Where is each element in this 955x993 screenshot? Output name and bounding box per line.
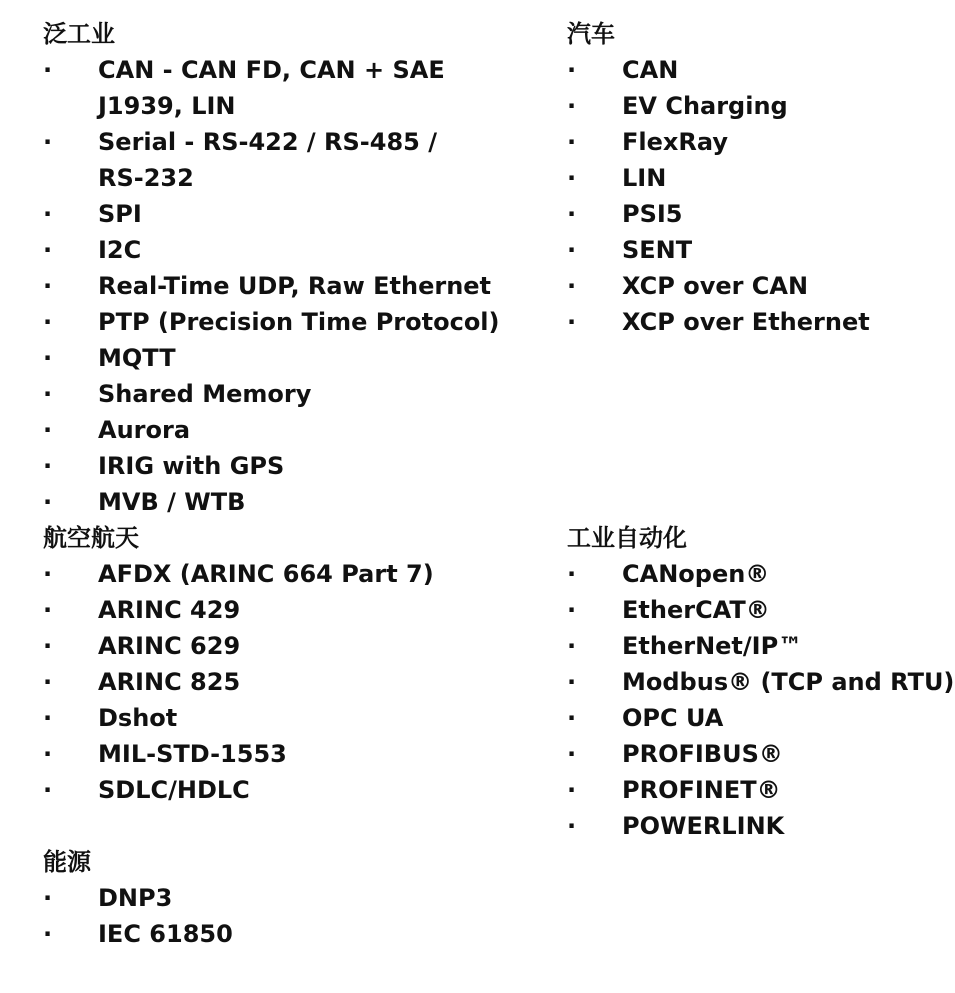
list-item xyxy=(43,52,468,124)
list-item xyxy=(567,700,952,736)
list-item xyxy=(567,52,947,88)
bullet-icon: · xyxy=(567,632,577,660)
bullet-icon: · xyxy=(567,56,577,84)
list-item-label: POWERLINK xyxy=(622,812,785,840)
protocol-list xyxy=(43,52,513,520)
list-item-label: SENT xyxy=(622,236,693,264)
bullet-icon: · xyxy=(567,812,577,840)
section-heading: 汽车 xyxy=(567,20,615,48)
list-item xyxy=(43,880,513,916)
list-item xyxy=(43,124,468,196)
list-item-label: Modbus® (TCP and RTU) xyxy=(622,668,955,696)
list-item xyxy=(567,664,955,700)
list-item xyxy=(567,160,947,196)
list-item xyxy=(43,376,513,412)
list-item-label: AFDX (ARINC 664 Part 7) xyxy=(98,560,434,588)
list-item-label: LIN xyxy=(622,164,667,192)
list-item-label: CANopen® xyxy=(622,560,770,588)
protocol-list xyxy=(567,556,955,844)
list-item xyxy=(43,736,513,772)
list-item xyxy=(43,772,513,808)
list-item-label: Dshot xyxy=(98,704,178,732)
list-item xyxy=(567,304,947,340)
list-item xyxy=(567,808,952,844)
list-item xyxy=(43,700,513,736)
protocol-list xyxy=(43,880,513,952)
list-item xyxy=(43,304,513,340)
list-item xyxy=(567,196,947,232)
list-item-label: ARINC 629 xyxy=(98,632,241,660)
bullet-icon: · xyxy=(567,200,577,228)
list-item-label: XCP over Ethernet xyxy=(622,308,870,336)
bullet-icon: · xyxy=(567,776,577,804)
list-item xyxy=(43,628,513,664)
bullet-icon: · xyxy=(43,344,53,372)
list-item-label: SPI xyxy=(98,200,142,228)
section-automotive xyxy=(567,16,947,340)
protocol-list xyxy=(567,52,947,340)
list-item xyxy=(567,736,952,772)
list-item-label: EV Charging xyxy=(622,92,788,120)
list-item xyxy=(43,448,513,484)
bullet-icon: · xyxy=(43,596,53,624)
bullet-icon: · xyxy=(43,56,53,84)
section-industrial-automation xyxy=(567,520,955,844)
section-aerospace xyxy=(43,520,513,808)
list-item-label: XCP over CAN xyxy=(622,272,809,300)
list-item xyxy=(567,628,952,664)
list-item-label: DNP3 xyxy=(98,884,173,912)
bullet-icon: · xyxy=(43,308,53,336)
bullet-icon: · xyxy=(43,380,53,408)
list-item xyxy=(43,232,513,268)
section-heading: 工业自动化 xyxy=(567,524,687,552)
list-item-label: MQTT xyxy=(98,344,176,372)
list-item-label: Aurora xyxy=(98,416,191,444)
list-item-label: SDLC/HDLC xyxy=(98,776,250,804)
bullet-icon: · xyxy=(567,668,577,696)
list-item xyxy=(43,412,513,448)
list-item xyxy=(567,592,952,628)
bullet-icon: · xyxy=(567,236,577,264)
section-energy xyxy=(43,844,513,952)
list-item xyxy=(43,268,513,304)
list-item-label: EtherCAT® xyxy=(622,596,770,624)
list-item-label: PTP (Precision Time Protocol) xyxy=(98,308,500,336)
list-item xyxy=(567,88,947,124)
bullet-icon: · xyxy=(43,236,53,264)
list-item xyxy=(567,556,952,592)
bullet-icon: · xyxy=(43,740,53,768)
list-item-label: PROFINET® xyxy=(622,776,781,804)
list-item xyxy=(43,484,513,520)
bullet-icon: · xyxy=(43,128,53,156)
list-item-label: PSI5 xyxy=(622,200,683,228)
bullet-icon: · xyxy=(567,92,577,120)
bullet-icon: · xyxy=(43,416,53,444)
bullet-icon: · xyxy=(43,776,53,804)
bullet-icon: · xyxy=(43,884,53,912)
bullet-icon: · xyxy=(567,128,577,156)
list-item-label: CAN xyxy=(622,56,679,84)
list-item-label: IRIG with GPS xyxy=(98,452,285,480)
bullet-icon: · xyxy=(43,920,53,948)
list-item-label: CAN - CAN FD, CAN + SAE J1939, LIN xyxy=(98,56,445,120)
list-item xyxy=(567,268,947,304)
bullet-icon: · xyxy=(43,668,53,696)
list-item xyxy=(43,340,513,376)
bullet-icon: · xyxy=(567,704,577,732)
list-item-label: FlexRay xyxy=(622,128,728,156)
bullet-icon: · xyxy=(43,272,53,300)
list-item-label: ARINC 825 xyxy=(98,668,241,696)
protocol-list xyxy=(43,556,513,808)
section-heading: 泛工业 xyxy=(43,20,115,48)
bullet-icon: · xyxy=(43,200,53,228)
section-heading: 航空航天 xyxy=(43,524,139,552)
list-item-label: Serial - RS-422 / RS-485 / RS-232 xyxy=(98,128,437,192)
list-item-label: Real-Time UDP, Raw Ethernet xyxy=(98,272,492,300)
bullet-icon: · xyxy=(43,632,53,660)
bullet-icon: · xyxy=(567,308,577,336)
list-item-label: MIL-STD-1553 xyxy=(98,740,287,768)
list-item-label: MVB / WTB xyxy=(98,488,246,516)
list-item xyxy=(567,124,947,160)
list-item-label: OPC UA xyxy=(622,704,724,732)
bullet-icon: · xyxy=(567,740,577,768)
list-item xyxy=(43,916,513,952)
list-item-label: Shared Memory xyxy=(98,380,312,408)
list-item xyxy=(567,772,952,808)
section-general-industry xyxy=(43,16,513,520)
bullet-icon: · xyxy=(43,488,53,516)
list-item xyxy=(567,232,947,268)
list-item xyxy=(43,664,513,700)
bullet-icon: · xyxy=(567,272,577,300)
bullet-icon: · xyxy=(43,560,53,588)
list-item-label: I2C xyxy=(98,236,142,264)
bullet-icon: · xyxy=(567,596,577,624)
list-item xyxy=(43,556,513,592)
list-item-label: IEC 61850 xyxy=(98,920,233,948)
bullet-icon: · xyxy=(567,560,577,588)
bullet-icon: · xyxy=(43,452,53,480)
list-item-label: ARINC 429 xyxy=(98,596,241,624)
list-item-label: EtherNet/IP™ xyxy=(622,632,803,660)
bullet-icon: · xyxy=(567,164,577,192)
list-item xyxy=(43,592,513,628)
list-item-label: PROFIBUS® xyxy=(622,740,783,768)
section-heading: 能源 xyxy=(43,848,91,876)
list-item xyxy=(43,196,513,232)
bullet-icon: · xyxy=(43,704,53,732)
